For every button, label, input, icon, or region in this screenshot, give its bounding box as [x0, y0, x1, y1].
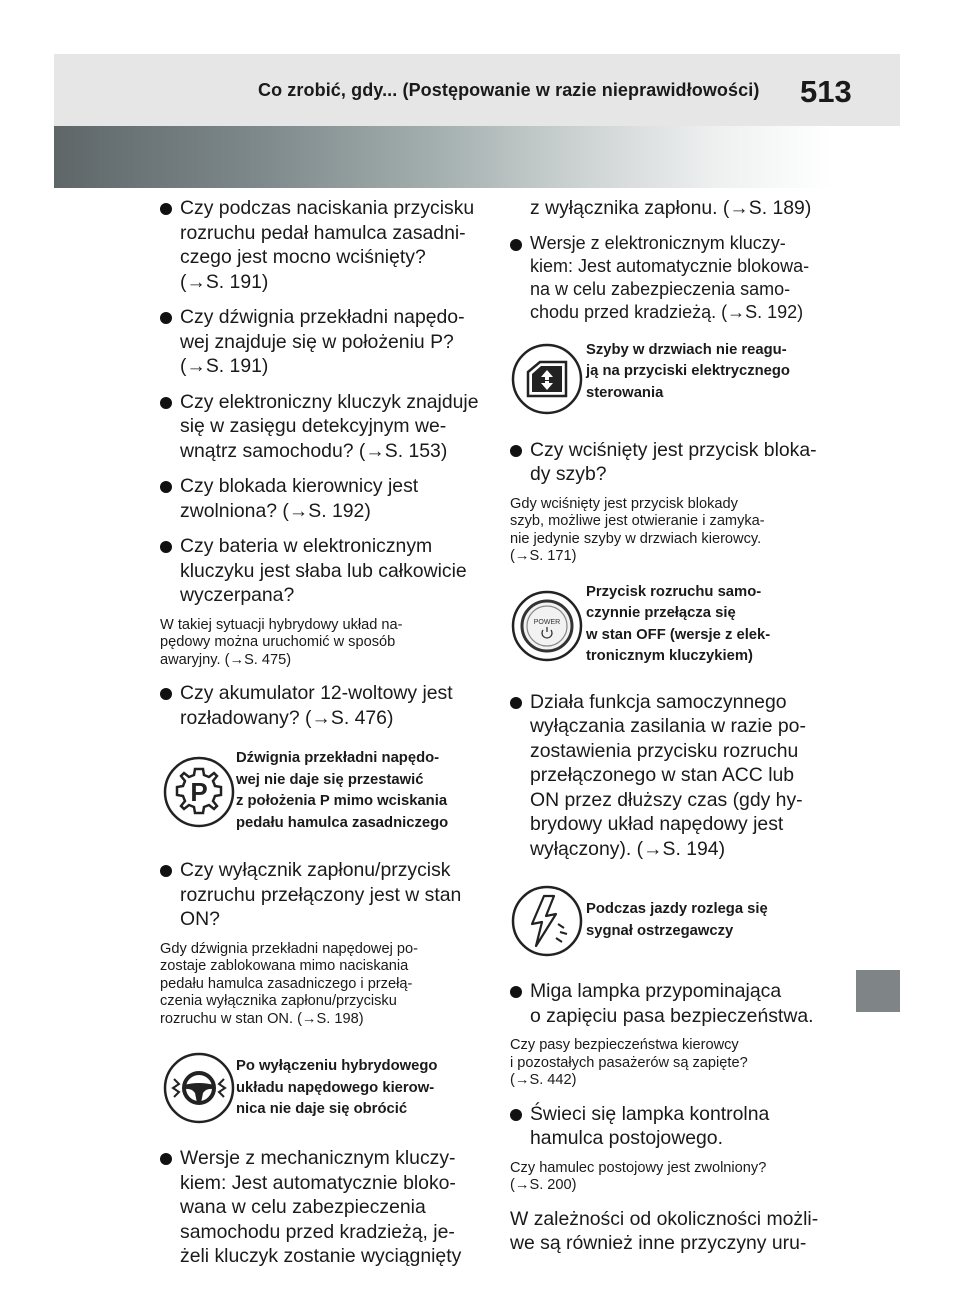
text-line: samochodu przed kradzieżą, je-: [180, 1220, 455, 1243]
text-line: Czy elektroniczny kluczyk znajduje: [180, 390, 479, 413]
text-line: czenia wyłącznika zapłonu/przycisku: [160, 993, 397, 1009]
checklist-item-continued: [510, 196, 834, 221]
text-line: Wersje z mechanicznym kluczy-: [180, 1147, 456, 1169]
text-line: Przycisk rozruchu samo-: [586, 583, 762, 600]
text-line: rozładowany? (→S. 476): [180, 706, 394, 729]
text-line: brydowy układ napędowy jest: [530, 813, 784, 835]
text-line: wana w celu zabezpieczenia: [180, 1196, 426, 1218]
text-line: Czy blokada kierownicy jest: [180, 475, 419, 497]
text-line: Gdy dźwignia przekładni napędowej po-: [160, 940, 418, 957]
text-line: i pozostałych pasażerów są zapięte?: [510, 1054, 748, 1071]
text-line: dy szyb?: [530, 463, 607, 485]
text-line: nie jedynie szyby w drzwiach kierowcy.: [510, 530, 762, 547]
item-note: [510, 1037, 834, 1090]
checklist-item: [510, 438, 834, 487]
text-line: rozruchu pedał hamulca zasadni-: [180, 221, 466, 244]
text-line: awaryjny. (→S. 475): [160, 651, 292, 668]
text-line: Podczas jazdy rozlega się: [586, 901, 768, 917]
checklist-item: [510, 232, 834, 324]
checklist-item: [160, 474, 482, 523]
text-line: na w celu zabezpieczenia samo-: [530, 278, 791, 299]
text-line: wnątrz samochodu? (→S. 153): [180, 439, 448, 462]
text-line: W takiej sytuacji hybrydowy układ na-: [160, 616, 403, 633]
power-button-icon: [510, 589, 584, 663]
checklist-item: [160, 196, 482, 294]
text-line: Dźwignia przekładni napędo-: [236, 750, 440, 766]
text-line: szyb, możliwe jest otwieranie i zamyka-: [510, 513, 765, 529]
text-line: Gdy wciśnięty jest przycisk blokady: [510, 495, 738, 512]
callout-power-button: [510, 580, 834, 672]
decorative-gradient-band: [54, 126, 900, 188]
text-line: sygnał ostrzegawczy: [586, 922, 734, 939]
text-line: we są również inne przyczyny uru-: [510, 1232, 807, 1254]
text-line: Czy wciśnięty jest przycisk bloka-: [530, 438, 817, 461]
text-line: układu napędowego kierow-: [236, 1079, 435, 1096]
steering-wheel-lock-icon: [162, 1051, 236, 1125]
chapter-tab: [856, 970, 900, 1012]
callout-shift-lever: [160, 744, 482, 840]
text-line: (→S. 442): [510, 1072, 577, 1088]
text-line: pędowy można uruchomić w sposób: [160, 634, 396, 650]
callout-steering-lock: [160, 1048, 482, 1128]
item-note: [510, 1160, 834, 1195]
power-window-icon: [510, 342, 584, 416]
callout-warning-sound: [510, 881, 834, 961]
checklist-item: [510, 1102, 834, 1151]
text-line: zostawienia przycisku rozruchu: [530, 739, 799, 762]
text-line: Czy bateria w elektronicznym: [180, 535, 433, 557]
text-line: Czy pasy bezpieczeństwa kierowcy: [510, 1037, 739, 1053]
svg-text:P: P: [190, 777, 208, 807]
text-line: W zależności od okoliczności możli-: [510, 1207, 819, 1230]
text-line: wyłączony). (→S. 194): [530, 837, 726, 860]
text-line: ON przez dłuższy czas (gdy hy-: [530, 788, 803, 811]
text-line: pedału hamulca zasadniczego: [236, 814, 449, 831]
text-line: ją na przyciski elektrycznego: [586, 363, 790, 379]
text-line: wyczerpana?: [180, 584, 295, 606]
text-line: kiem: Jest automatycznie bloko-: [180, 1171, 456, 1194]
callout-power-windows: [510, 338, 834, 420]
text-line: Szyby w drzwiach nie reagu-: [586, 341, 787, 358]
section-title: Co zrobić, gdy... (Postępowanie w razie nieprawidłowości): [258, 80, 760, 100]
text-line: chodu przed kradzieżą. (→S. 192): [530, 301, 804, 322]
text-line: sterowania: [586, 384, 664, 401]
text-line: kiem: Jest automatycznie blokowa-: [530, 255, 810, 276]
checklist-item: [160, 1146, 482, 1269]
text-line: rozruchu przełączony jest w stan: [180, 883, 462, 906]
left-column: [160, 196, 482, 1280]
checklist-item: [160, 390, 482, 464]
checklist-item: [160, 681, 482, 730]
text-line: kluczyku jest słaba lub całkowicie: [180, 559, 467, 582]
text-line: Działa funkcja samoczynnego: [530, 690, 787, 713]
text-line: czynnie przełącza się: [586, 605, 736, 621]
text-line: Wersje z elektronicznym kluczy-: [530, 232, 786, 253]
text-line: w stan OFF (wersje z elek-: [586, 626, 771, 643]
checklist-item: [160, 534, 482, 608]
text-line: wej znajduje się w położeniu P?: [180, 330, 454, 353]
text-line: o zapięciu pasa bezpieczeństwa.: [530, 1004, 814, 1027]
text-line: ON?: [180, 908, 220, 930]
text-line: czego jest mocno wciśnięty?: [180, 246, 426, 268]
warning-sound-icon: [510, 884, 584, 958]
text-line: Świeci się lampka kontrolna: [530, 1102, 770, 1125]
parking-gear-icon: [162, 755, 236, 829]
text-line: zwolniona? (→S. 192): [180, 499, 371, 522]
text-line: zostaje zablokowana mimo naciskania: [160, 958, 409, 974]
text-line: nica nie daje się obrócić: [236, 1101, 408, 1117]
text-line: wyłączania zasilania w razie po-: [530, 715, 806, 737]
text-line: wej nie daje się przestawić: [236, 771, 424, 788]
text-line: (→S. 171): [510, 548, 577, 564]
text-line: tronicznym kluczykiem): [586, 648, 753, 664]
item-note: [160, 941, 482, 1029]
text-line: żeli kluczyk zostanie wyciągnięty: [180, 1245, 462, 1267]
text-line: hamulca postojowego.: [530, 1127, 723, 1149]
text-line: przełączonego w stan ACC lub: [530, 764, 795, 786]
right-column: [510, 196, 834, 1256]
item-note: [510, 496, 834, 566]
checklist-item: [510, 690, 834, 862]
callout-text: [586, 582, 770, 668]
text-line: (→S. 200): [510, 1177, 577, 1193]
text-line: Czy dźwignia przekładni napędo-: [180, 306, 465, 328]
text-line: (→S. 191): [180, 270, 269, 293]
callout-text: [236, 1056, 437, 1121]
text-line: (→S. 191): [180, 355, 269, 377]
text-line: Czy akumulator 12-woltowy jest: [180, 682, 453, 704]
text-line: Po wyłączeniu hybrydowego: [236, 1058, 438, 1074]
text-line: się w zasięgu detekcyjnym we-: [180, 415, 447, 437]
callout-text: [586, 340, 790, 405]
text-line: pedału hamulca zasadniczego i przełą-: [160, 975, 413, 992]
text-line: Miga lampka przypominająca: [530, 980, 782, 1002]
item-note: [160, 617, 482, 670]
page-number: 513: [800, 74, 852, 109]
checklist-item: [160, 858, 482, 932]
text-line: z wyłącznika zapłonu. (→S. 189): [530, 197, 812, 219]
power-label: POWER: [533, 618, 561, 626]
callout-text: [236, 748, 448, 834]
text-line: rozruchu w stan ON. (→S. 198): [160, 1010, 364, 1027]
text-line: Czy wyłącznik zapłonu/przycisk: [180, 859, 451, 881]
text-line: z położenia P mimo wciskania: [236, 793, 448, 809]
checklist-item: [160, 305, 482, 379]
text-line: Czy podczas naciskania przycisku: [180, 197, 475, 219]
closing-paragraph: [510, 1207, 834, 1256]
text-line: Czy hamulec postojowy jest zwolniony?: [510, 1159, 767, 1176]
checklist-item: [510, 979, 834, 1028]
callout-text: [586, 899, 768, 942]
